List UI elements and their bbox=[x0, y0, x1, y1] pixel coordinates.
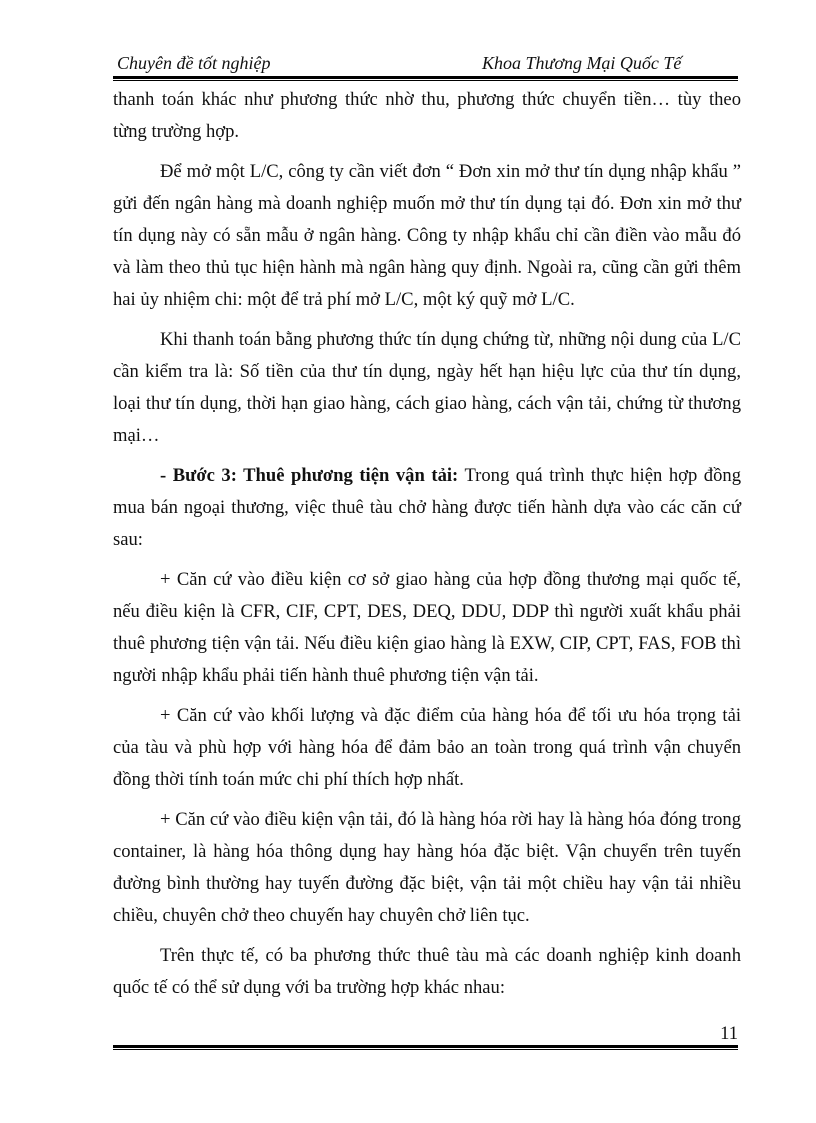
paragraph-basis-delivery-terms: + Căn cứ vào điều kiện cơ sở giao hàng của hợp đồng thương mại quốc tế, nếu điều kiện là CFR, CIF, CPT, DES, DEQ, DDU, DDP thì người xuất khẩu phải thuê phương tiện vận tải. Nếu điều kiện giao hàng là EXW, CIP, CPT, FAS, FOB thì người nhập khẩu phải tiến hành thuê phương tiện vận tải. bbox=[113, 569, 741, 686]
footer-divider bbox=[113, 1045, 738, 1050]
header-left-title: Chuyên đề tốt nghiệp bbox=[117, 53, 271, 73]
paragraph-open-lc: Để mở một L/C, công ty cần viết đơn “ Đơn xin mở thư tín dụng nhập khẩu ” gửi đến ngân hàng mà doanh nghiệp muốn mở thư tín dụng tại đó. Đơn xin mở thư tín dụng này có sẵn mẫu ở ngân hàng. Công ty nhập khẩu chỉ cần điền vào mẫu đó và làm theo thủ tục hiện hành mà ngân hàng quy định. Ngoài ra, cũng cần gửi thêm hai ủy nhiệm chi: một để trả phí mở L/C, một ký quỹ mở L/C. bbox=[113, 161, 741, 310]
header-divider bbox=[113, 76, 738, 81]
page-number: 11 bbox=[720, 1023, 738, 1044]
step-3-heading: - Bước 3: Thuê phương tiện vận tải: bbox=[160, 465, 459, 486]
paragraph-basis-cargo: + Căn cứ vào khối lượng và đặc điểm của hàng hóa để tối ưu hóa trọng tải của tàu và phù hợp với hàng hóa để đảm bảo an toàn trong quá trình vận chuyển đồng thời tính toán mức chi phí thích hợp nhất. bbox=[113, 705, 741, 790]
paragraph-lc-check: Khi thanh toán bằng phương thức tín dụng chứng từ, những nội dung của L/C cần kiểm tra là: Số tiền của thư tín dụng, ngày hết hạn hiệu lực của thư tín dụng, loại thư tín dụng, thời hạn giao hàng, cách giao hàng, cách vận tải, chứng từ thương mại… bbox=[113, 329, 741, 446]
paragraph-step-3 bbox=[113, 460, 741, 556]
page-header bbox=[113, 52, 738, 78]
paragraph-basis-transport: + Căn cứ vào điều kiện vận tải, đó là hàng hóa rời hay là hàng hóa đóng trong container, là hàng hóa thông dụng hay hàng hóa đặc biệt. Vận chuyển trên tuyến đường bình thường hay tuyến đường đặc biệt, vận tải một chiều hay vận tải nhiều chiều, chuyên chở theo chuyến hay chuyên chở liên tục. bbox=[113, 809, 741, 926]
paragraph-chartering-methods: Trên thực tế, có ba phương thức thuê tàu mà các doanh nghiệp kinh doanh quốc tế có thể sử dụng với ba trường hợp khác nhau: bbox=[113, 945, 741, 998]
step-3-text: Trong quá trình thực hiện hợp đồng mua bán ngoại thương, việc thuê tàu chở hàng được tiến hành dựa vào các căn cứ sau: bbox=[113, 465, 741, 550]
paragraph-continuation: thanh toán khác như phương thức nhờ thu, phương thức chuyển tiền… tùy theo từng trường hợp. bbox=[113, 89, 741, 142]
document-body bbox=[113, 84, 741, 1012]
header-right-title: Khoa Thương Mại Quốc Tế bbox=[482, 53, 682, 73]
